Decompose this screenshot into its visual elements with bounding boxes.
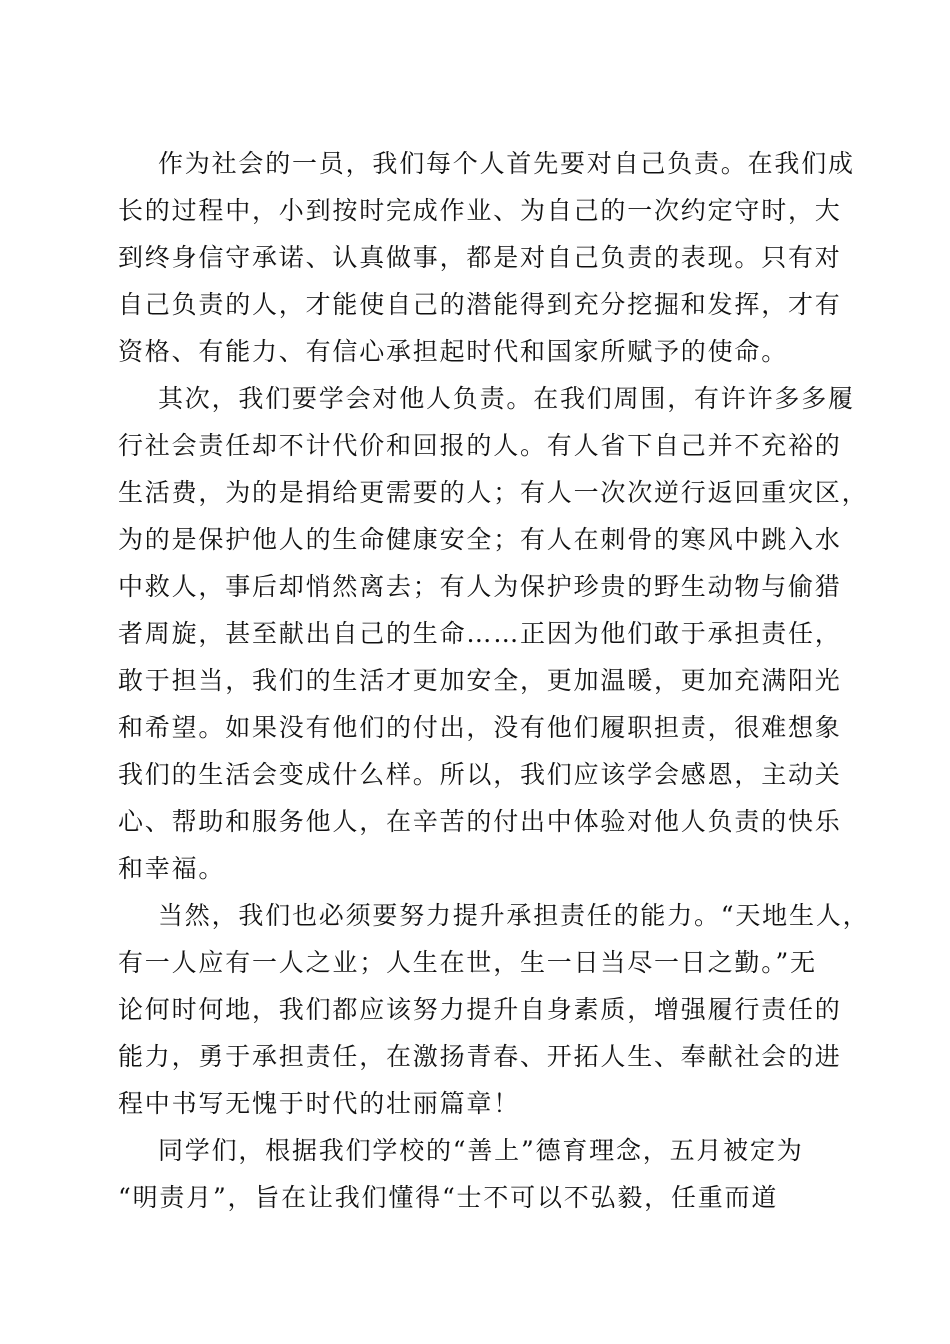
text-line: 论何时何地，我们都应该努力提升自身素质，增强履行责任的 <box>118 995 842 1024</box>
text-line: 者周旋，甚至献出自己的生命……正因为他们敢于承担责任， <box>118 619 842 648</box>
text-line: 和希望。如果没有他们的付出，没有他们履职担责，很难想象 <box>118 713 842 742</box>
text-line: 我们的生活会变成什么样。所以，我们应该学会感恩，主动关 <box>118 760 842 789</box>
text-line: 生活费，为的是捐给更需要的人；有人一次次逆行返回重灾区， <box>118 478 869 507</box>
text-line: 程中书写无愧于时代的壮丽篇章！ <box>118 1089 521 1118</box>
text-line: “明责月”，旨在让我们懂得“士不可以不弘毅，任重而道 <box>118 1183 779 1212</box>
text-line: 有一人应有一人之业；人生在世，生一日当尽一日之勤。”无 <box>118 948 817 977</box>
text-line: 能力，勇于承担责任，在激扬青春、开拓人生、奉献社会的进 <box>118 1042 842 1071</box>
text-line: 行社会责任却不计代价和回报的人。有人省下自己并不充裕的 <box>118 431 842 460</box>
text-line: 和幸福。 <box>118 854 226 883</box>
text-line: 资格、有能力、有信心承担起时代和国家所赋予的使命。 <box>118 337 789 366</box>
text-line: 当然，我们也必须要努力提升承担责任的能力。“天地生人， <box>158 901 870 930</box>
text-line: 到终身信守承诺、认真做事，都是对自己负责的表现。只有对 <box>118 243 842 272</box>
text-line: 为的是保护他人的生命健康安全；有人在刺骨的寒风中跳入水 <box>118 525 842 554</box>
text-line: 敢于担当，我们的生活才更加安全，更加温暖，更加充满阳光 <box>118 666 842 695</box>
text-line: 长的过程中，小到按时完成作业、为自己的一次约定守时，大 <box>118 196 842 225</box>
text-line: 作为社会的一员，我们每个人首先要对自己负责。在我们成 <box>158 149 855 178</box>
paragraph-self-responsibility <box>118 140 855 375</box>
text-line: 中救人，事后却悄然离去；有人为保护珍贵的野生动物与偷猎 <box>118 572 842 601</box>
text-line: 其次，我们要学会对他人负责。在我们周围，有许许多多履 <box>158 384 855 413</box>
text-line: 同学们，根据我们学校的“善上”德育理念，五月被定为 <box>158 1136 804 1165</box>
paragraph-ability <box>118 892 870 1127</box>
paragraph-classmates <box>118 1127 838 1221</box>
document-body <box>118 140 870 1221</box>
text-line: 心、帮助和服务他人，在辛苦的付出中体验对他人负责的快乐 <box>118 807 842 836</box>
paragraph-others-responsibility <box>118 375 869 892</box>
text-line: 自己负责的人，才能使自己的潜能得到充分挖掘和发挥，才有 <box>118 290 842 319</box>
